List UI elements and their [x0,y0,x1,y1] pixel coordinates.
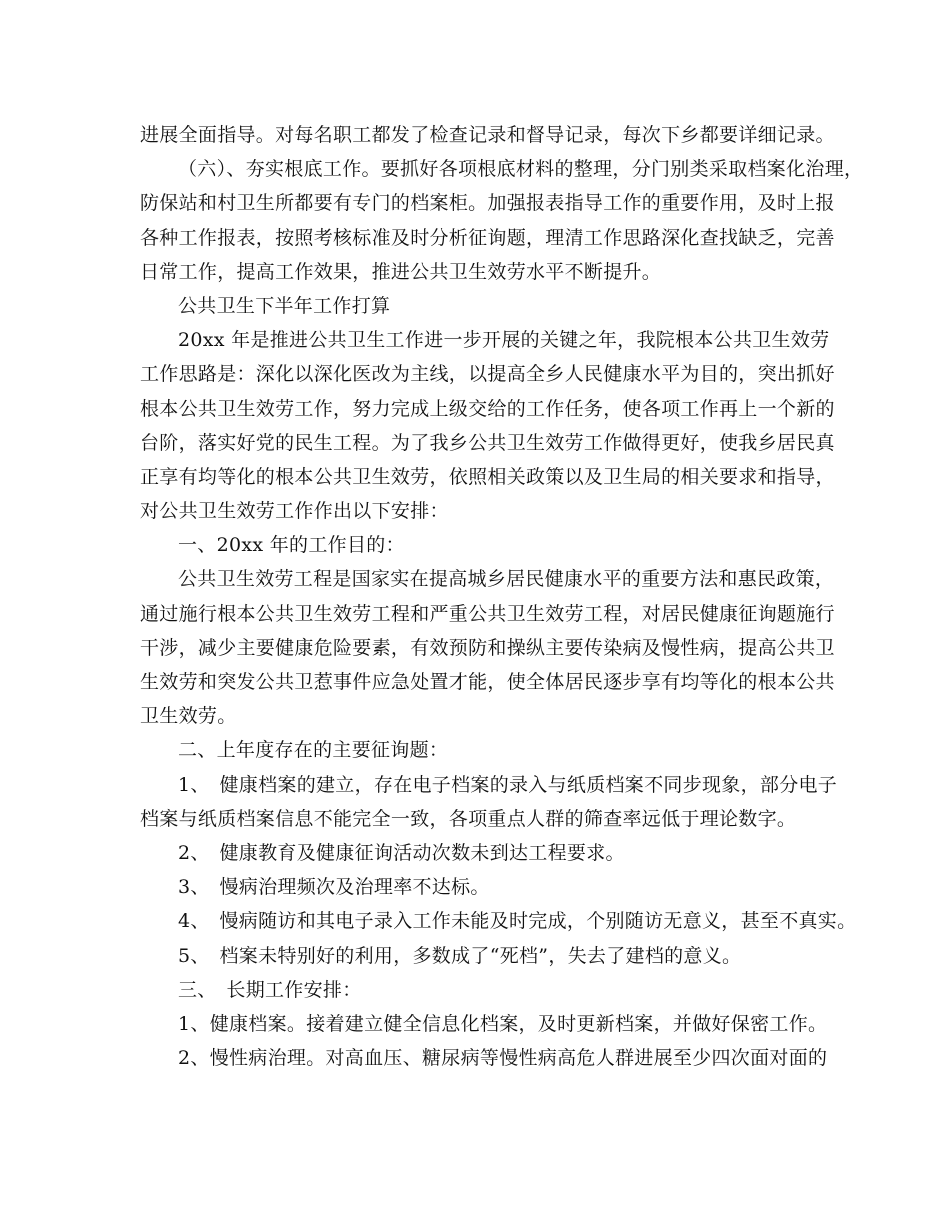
text-line: 根本公共卫生效劳工作，努力完成上级交给的工作任务，使各项工作再上一个新的 [140,397,835,420]
text-line: 2、慢性病治理。对高血压、糖尿病等慢性病高危人群进展至少四次面对面的 [178,1047,828,1070]
text-line: 进展全面指导。对每名职工都发了检查记录和督导记录，每次下乡都要详细记录。 [140,124,835,146]
text-line: 防保站和村卫生所都要有专门的档案柜。加强报表指导工作的重要作用，及时上报 [140,192,835,215]
text-line: 对公共卫生效劳工作作出以下安排： [140,500,449,523]
text-line: 台阶，落实好党的民生工程。为了我乡公共卫生效劳工作做得更好，使我乡居民真 [140,431,835,454]
text-line: 4、 慢病随访和其电子录入工作未能及时完成，个别随访无意义，甚至不真实。 [178,910,857,933]
text-line: 1、健康档案。接着建立健全信息化档案，及时更新档案，并做好保密工作。 [178,1012,828,1035]
text-line: 2、 健康教育及健康征询活动次数未到达工程要求。 [178,841,625,864]
text-line: 公共卫生效劳工程是国家实在提高城乡居民健康水平的重要方法和惠民政策， [178,568,835,591]
text-line: 20xx 年是推进公共卫生工作进一步开展的关键之年，我院根本公共卫生效劳 [178,329,830,352]
text-line: 公共卫生下半年工作打算 [178,294,391,317]
text-line: 3、 慢病治理频次及治理率不达标。 [178,876,490,899]
text-line: 档案与纸质档案信息不能完全一致，各项重点人群的筛查率远低于理论数字。 [140,807,797,830]
text-line: 日常工作，提高工作效果，推进公共卫生效劳水平不断提升。 [140,260,662,283]
text-line: 三、 长期工作安排： [178,978,362,1001]
text-line: 二、上年度存在的主要征询题： [178,739,449,762]
text-line: 一、20xx 年的工作目的： [178,534,405,557]
text-line: 正享有均等化的根本公共卫生效劳，依照相关政策以及卫生局的相关要求和指导， [140,465,835,488]
document-body [140,118,864,1075]
text-line: （六）、夯实根底工作。要抓好各项根底材料的整理，分门别类采取档案化治理， [178,158,864,181]
text-line: 各种工作报表，按照考核标准及时分析征询题，理清工作思路深化查找缺乏，完善 [140,226,835,249]
text-line: 卫生效劳。 [140,705,237,728]
text-line: 1、 健康档案的建立，存在电子档案的录入与纸质档案不同步现象，部分电子 [178,773,838,796]
text-line: 5、 档案未特别好的利用，多数成了“死档”，失去了建档的意义。 [178,944,742,967]
text-line: 工作思路是：深化以深化医改为主线，以提高全乡人民健康水平为目的，突出抓好 [140,363,835,386]
text-line: 通过施行根本公共卫生效劳工程和严重公共卫生效劳工程，对居民健康征询题施行 [140,602,835,625]
text-line: 生效劳和突发公共卫惹事件应急处置才能，使全体居民逐步享有均等化的根本公共 [140,671,835,693]
text-line: 干涉，减少主要健康危险要素，有效预防和操纵主要传染病及慢性病，提高公共卫 [140,636,835,659]
